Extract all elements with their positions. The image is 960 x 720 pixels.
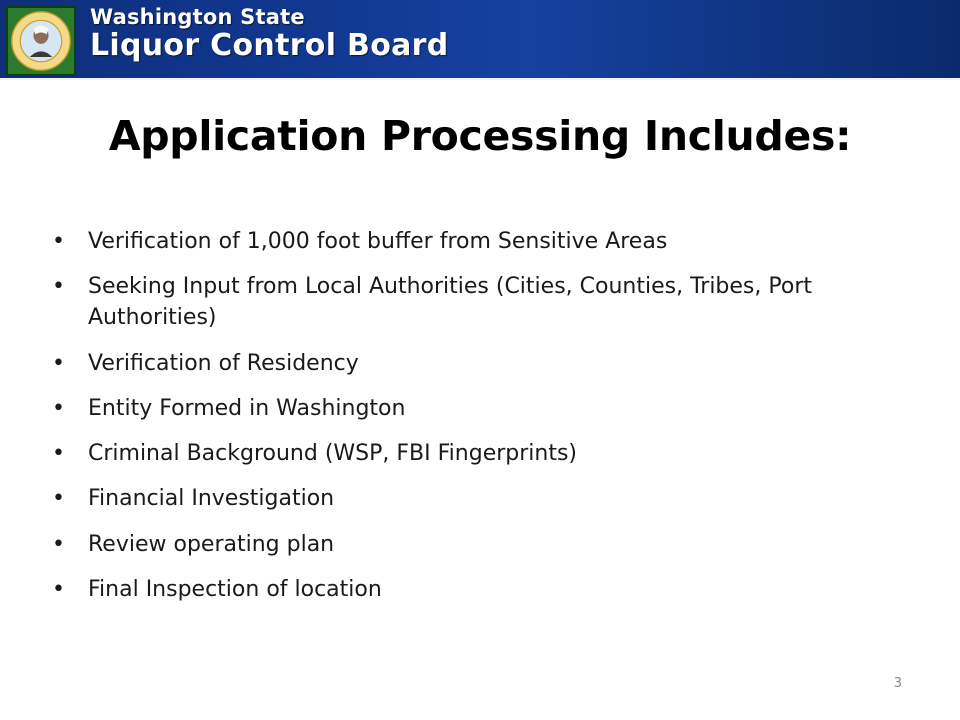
bullet-text: Review operating plan (88, 531, 335, 557)
bullet-list (50, 226, 910, 619)
bullet-item (50, 348, 910, 379)
bullet-item (50, 393, 910, 424)
bullet-item (50, 483, 910, 514)
bullet-dot-icon: • (52, 531, 65, 557)
header-banner (0, 0, 960, 80)
organization-name (90, 6, 449, 62)
org-line-2: Liquor Control Board (90, 28, 449, 64)
bullet-dot-icon: • (52, 274, 65, 300)
bullet-item (50, 226, 910, 257)
bullet-dot-icon: • (52, 350, 65, 376)
org-line-1: Washington State (90, 5, 305, 29)
bullet-item (50, 574, 910, 605)
bullet-text: Verification of Residency (88, 350, 359, 376)
bullet-item (50, 438, 910, 469)
slide-title: Application Processing Includes: (108, 112, 852, 160)
bullet-text: Seeking Input from Local Authorities (Cities, Counties, Tribes, Port Authorities) (88, 274, 812, 331)
bullet-text: Entity Formed in Washington (88, 395, 406, 421)
state-seal-logo (6, 6, 76, 76)
slide-number: 3 (893, 676, 902, 691)
bullet-dot-icon: • (52, 229, 65, 254)
bullet-text: Final Inspection of location (88, 576, 382, 602)
bullet-text: Verification of 1,000 foot buffer from Sensitive Areas (88, 229, 668, 254)
bullet-dot-icon: • (52, 441, 65, 467)
bullet-text: Financial Investigation (88, 486, 335, 512)
bullet-item (50, 271, 910, 333)
bullet-text: Criminal Background (WSP, FBI Fingerprints) (88, 441, 578, 467)
bullet-dot-icon: • (52, 486, 65, 512)
bullet-item (50, 529, 910, 560)
bullet-dot-icon: • (52, 395, 65, 421)
bullet-dot-icon: • (52, 576, 65, 602)
